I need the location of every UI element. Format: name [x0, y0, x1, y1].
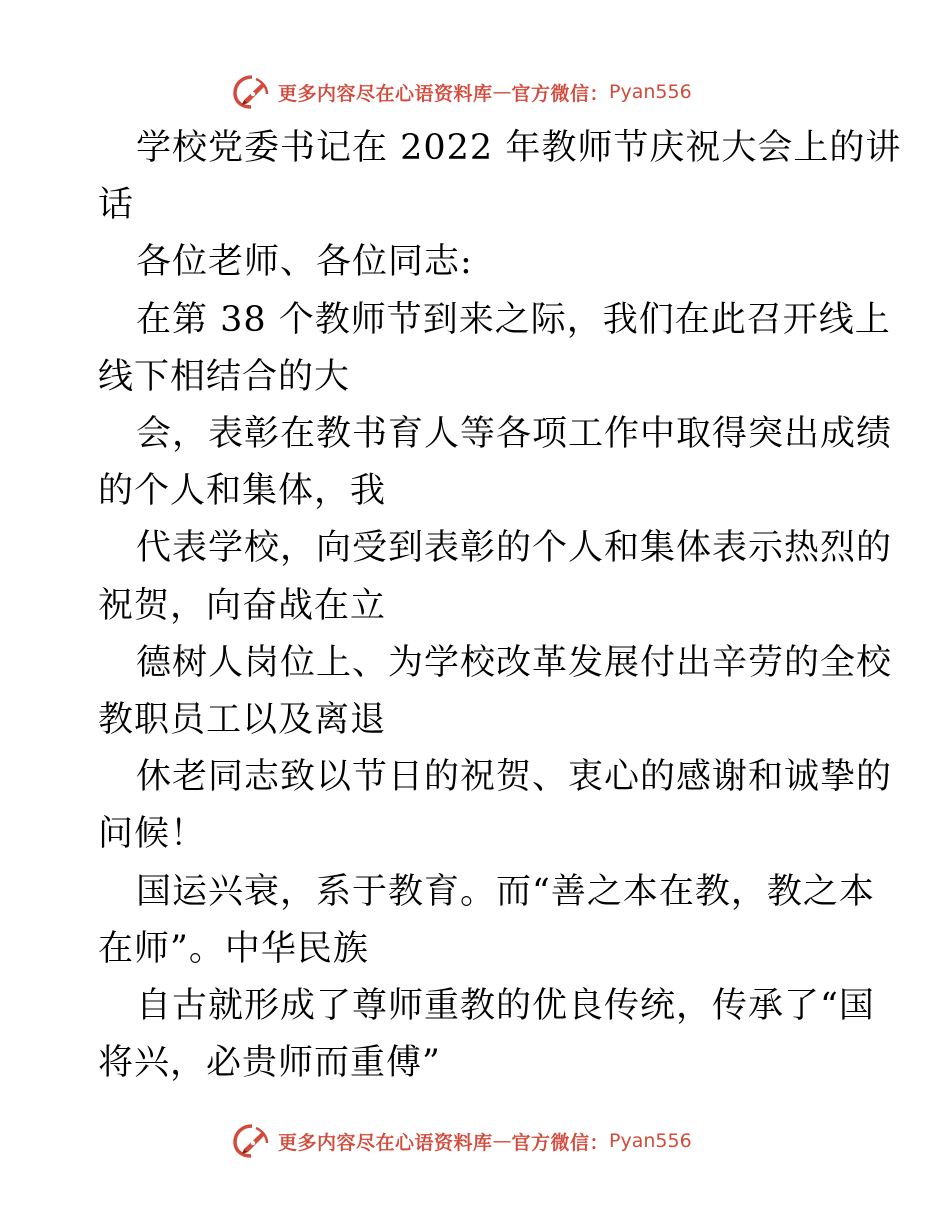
body-line: 国运兴衰，系于教育。而“善之本在教，教之本	[136, 871, 875, 912]
header-watermark	[232, 72, 692, 112]
body-line: 问候！	[98, 814, 207, 855]
body-line: 在第 38 个教师节到来之际，我们在此召开线上	[136, 299, 891, 340]
speech-title-line-1: 学校党委书记在 2022 年教师节庆祝大会上的讲	[136, 128, 902, 168]
body-line: 会，表彰在教书育人等各项工作中取得突出成绩	[136, 414, 893, 455]
body-line: 自古就形成了尊师重教的优良传统，传承了“国	[136, 986, 875, 1027]
salutation: 各位老师、各位同志:	[136, 242, 473, 283]
body-line: 线下相结合的大	[98, 356, 351, 397]
footer-watermark	[232, 1121, 692, 1161]
watermark-dash: —	[492, 1130, 512, 1152]
watermark-official-label: 官方微信：	[511, 1131, 610, 1154]
speech-body	[98, 120, 902, 1092]
body-line: 教职员工以及离退	[98, 700, 387, 741]
body-line: 将兴，必贵师而重傅”	[98, 1043, 441, 1084]
body-line: 代表学校，向受到表彰的个人和集体表示热烈的	[136, 528, 893, 569]
body-line: 在师”。中华民族	[98, 928, 369, 969]
body-line: 的个人和集体，我	[98, 471, 387, 512]
body-line: 祝贺，向奋战在立	[98, 585, 387, 626]
quill-pen-logo-icon	[232, 1123, 272, 1159]
body-line: 德树人岗位上、为学校改革发展付出辛劳的全校	[136, 642, 893, 683]
watermark-wechat-id: Pyan556	[609, 81, 692, 103]
speech-title-line-2: 话	[98, 185, 135, 226]
watermark-text: 更多内容尽在心语资料库	[278, 1131, 493, 1154]
watermark-dash: —	[492, 81, 512, 103]
watermark-wechat-id: Pyan556	[609, 1130, 692, 1152]
watermark-text: 更多内容尽在心语资料库	[278, 82, 493, 105]
watermark-official-label: 官方微信：	[511, 82, 610, 105]
quill-pen-logo-icon	[232, 74, 272, 110]
body-line: 休老同志致以节日的祝贺、衷心的感谢和诚挚的	[136, 757, 893, 798]
